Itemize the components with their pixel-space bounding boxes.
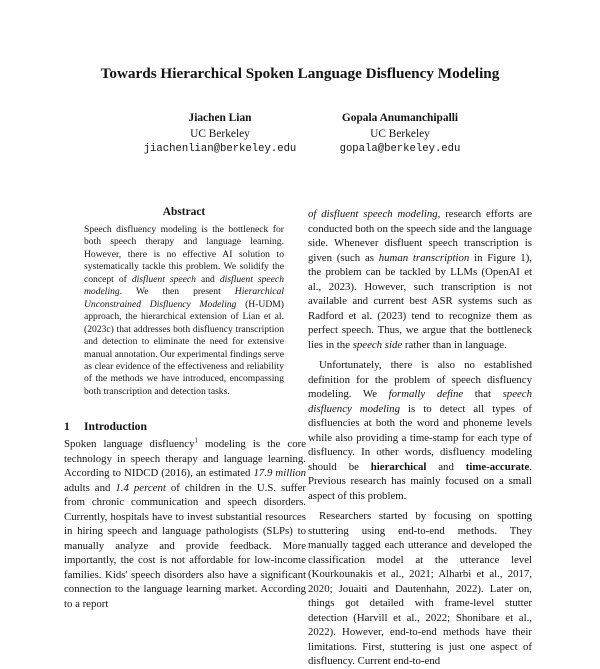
bold-term: time-accurate bbox=[465, 460, 530, 473]
italic-term: disfluent speech bbox=[131, 273, 196, 285]
abstract-heading: Abstract bbox=[162, 206, 206, 218]
italic-term: formally define bbox=[388, 388, 464, 400]
text-run: is to detect all types of disfluencies at both the word and phoneme levels while also providing a time-stamp for each type of disfluency. In other words, disfluency modeling should be bbox=[308, 402, 532, 473]
text-run: Unfortunately, there is also no established definition for the problem of speech disfluency modeling. We bbox=[308, 359, 532, 400]
abstract-text bbox=[84, 224, 284, 398]
text-run: Researchers started by focusing on spotting stuttering using end-to-end methods. They manually tagged each utterance and developed the classification model at the utterance level (Kourkounakis et al., 2021; Alharbi et al., 2017, 2020; Jouaiti and Dautenhahn, 2022). Later on, things got detailed with frame-level stutter detection (Harvill et al., 2022; Shonibare et al., 2022). However, end-to-end methods have their limitations. First, stuttering is just one aspect of disfluency. Current end-to-end bbox=[308, 510, 532, 667]
text-run: . Previous research has mainly focused on a small aspect of this problem. bbox=[308, 460, 532, 502]
author-name: Jiachen Lian bbox=[188, 112, 252, 124]
italic-term: speech disfluency modeling bbox=[308, 388, 532, 415]
author-name: Gopala Anumanchipalli bbox=[341, 112, 459, 124]
italic-term: disfluent speech modeling bbox=[84, 273, 284, 298]
text-run: Spoken language disfluency bbox=[64, 438, 195, 450]
text-run: rather than in language. bbox=[402, 338, 507, 351]
text-run: that bbox=[463, 388, 503, 400]
text-run: and bbox=[426, 460, 466, 473]
text-run: . We then present bbox=[119, 286, 235, 298]
italic-term: human transcription bbox=[378, 251, 470, 264]
introduction-text bbox=[64, 437, 306, 611]
right-column bbox=[308, 207, 532, 669]
text-run: in Figure 1), the problem can be tackled by LLMs (OpenAI et al., 2023). However, such transcription is not available and current best ASR systems such as Radford et al. (2023) tend to recognize them as perfect speech. Thus, we argue that the bottleneck lies in the bbox=[308, 251, 532, 351]
author-email: gopala@berkeley.edu bbox=[339, 143, 461, 155]
text-run: adults and bbox=[64, 481, 116, 494]
text-run: of children in the U.S. suffer from chronic communication and speech disorders. Currently, hospitals have to invest substantial resources in hiring speech and language pathologists (SLPs) to manually analyze and provide feedback. More importantly, the cost is not affordable for low-income families. Kids' speech disorders also have a significant connection to the language learning market. According to a report bbox=[64, 481, 307, 610]
italic-term: 17.9 million bbox=[253, 467, 306, 479]
italic-term: 1.4 percent bbox=[115, 481, 166, 494]
section-title: Introduction bbox=[84, 420, 147, 433]
footnote-marker: 1 bbox=[194, 436, 198, 445]
paragraph bbox=[308, 358, 532, 503]
text-run: and bbox=[195, 273, 220, 285]
paragraph bbox=[308, 509, 532, 669]
italic-term: speech side bbox=[352, 338, 403, 351]
italic-term: Hierarchical Unconstrained Disfluency Modeling bbox=[84, 286, 284, 310]
section-number: 1 bbox=[64, 420, 70, 433]
section-heading bbox=[64, 419, 147, 434]
author-email: jiachenlian@berkeley.edu bbox=[143, 143, 297, 155]
text-run: , research efforts are conducted both on the speech side and the language side. Whenever disfluent speech transcription is given (such as bbox=[308, 208, 532, 264]
text-run: modeling is the core technology in speech therapy and language learning. According to NIDCD (2016), an estimated bbox=[64, 438, 306, 479]
italic-term: of disfluent speech modeling bbox=[308, 208, 438, 220]
bold-term: hierarchical bbox=[370, 460, 427, 473]
author-block bbox=[280, 111, 520, 158]
author-affiliation: UC Berkeley bbox=[190, 127, 250, 140]
paper-title: Towards Hierarchical Spoken Language Disfluency Modeling bbox=[100, 65, 500, 82]
text-run: (H-UDM) approach, the hierarchical extension of Lian et al. (2023c) that addresses both disfluency transcription and detection to eliminate the need for extensive manual annotation. Our experimental findings serve as clear evidence of the effectiveness and reliability of the methods we have introduced, encompassing both transcription and detection tasks. bbox=[84, 298, 284, 397]
text-run: Speech disfluency modeling is the bottleneck for both speech therapy and language learning. However, there is no effective AI solution to systematically tackle this problem. We solidify the concept of bbox=[84, 224, 284, 285]
paragraph bbox=[308, 207, 532, 352]
author-affiliation: UC Berkeley bbox=[370, 127, 430, 140]
